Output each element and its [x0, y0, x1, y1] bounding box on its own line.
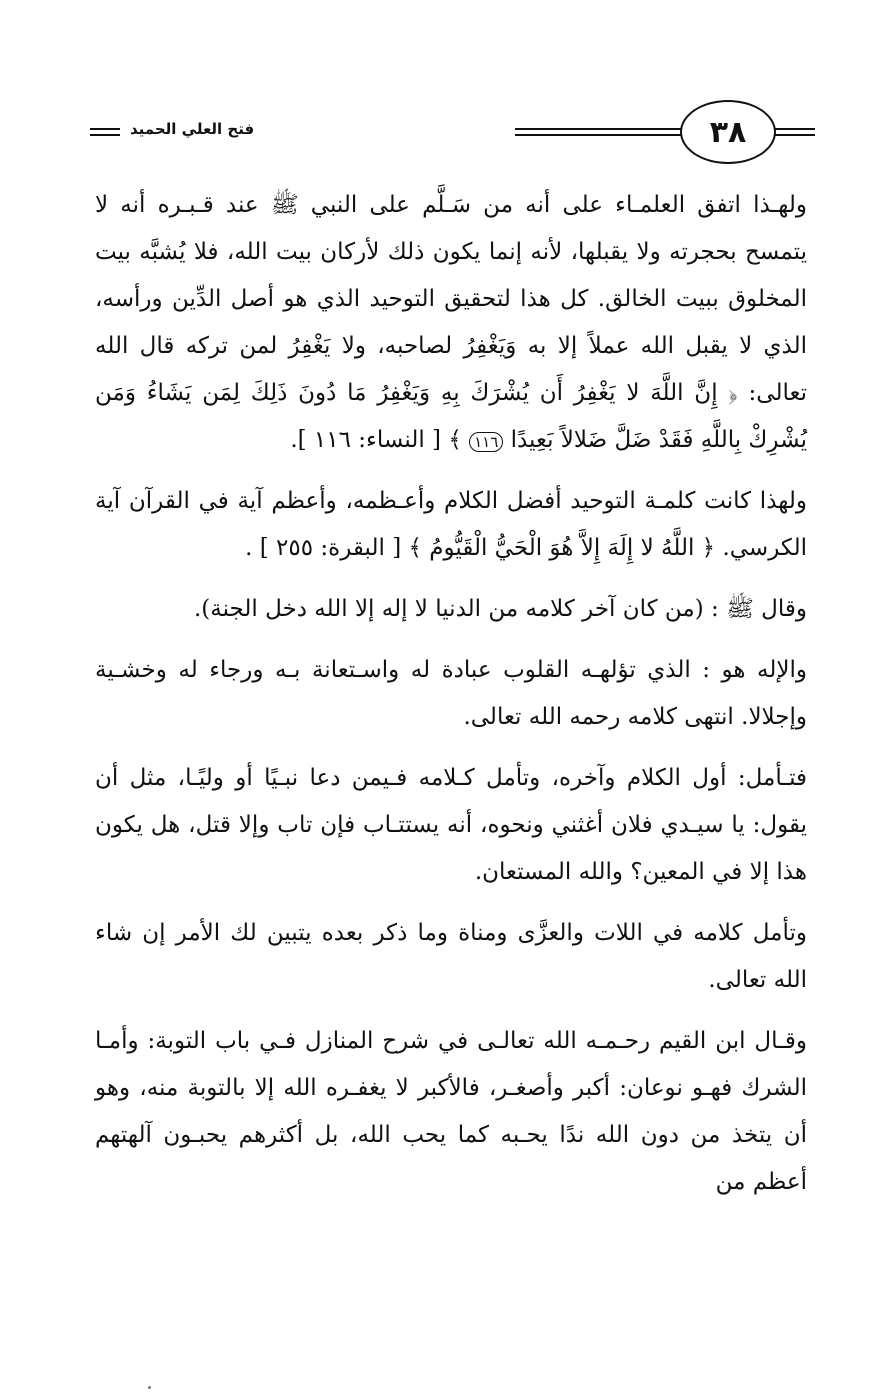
running-head-title: فتح العلي الحميد — [130, 120, 255, 138]
page-body — [95, 182, 807, 1206]
page-number: ٣٨ — [680, 100, 776, 164]
paragraph-2: ولهذا كانت كلمـة التوحيد أفضل الكلام وأعـظمه، وأعظم آية في القرآن آية الكرسي. ﴿ اللَّهُ لا إِلَهَ إِلاَّ هُوَ الْحَيُّ الْقَيُّومُ ﴾ [ البقرة: ٢٥٥ ] . — [95, 488, 807, 561]
ayah-number-marker: ١١٦ — [469, 432, 503, 452]
paragraph-6: وتأمل كلامه في اللات والعزَّى ومناة وما ذكر بعده يتبين لك الأمر إن شاء الله تعالى. — [95, 920, 807, 993]
paragraph-1 — [95, 182, 807, 464]
paragraph-4: والإله هو : الذي تؤلهـه القلوب عبادة له واسـتعانة بـه ورجاء له وخشـية وإجلالا. انتهى كلامه رحمه الله تعالى. — [95, 657, 807, 730]
page-header — [60, 100, 810, 164]
header-rule-left — [90, 128, 120, 136]
paragraph-7: وقـال ابن القيم رحـمـه الله تعالـى في شرح المنازل فـي باب التوبة: وأمـا الشرك فهـو نوعان: أكبر وأصغـر، فالأكبر لا يغفـره الله إلا بالتوبة منه، وهو أن يتخذ من دون الله ندًا يحـبه كما يحب الله، بل أكثرهم يحبـون آلهتهم أعظم من — [95, 1028, 807, 1195]
scan-speck — [148, 1386, 151, 1389]
paragraph-3: وقال ﷺ : (من كان آخر كلامه من الدنيا لا إله إلا الله دخل الجنة). — [193, 596, 807, 622]
paragraph-1-citation: ﴾ [ النساء: ١١٦ ]. — [290, 427, 462, 453]
paragraph-1-text: ولهـذا اتفق العلمـاء على أنه من سَـلَّم على النبي ﷺ عند قـبـره أنه لا يتمسح بحجرته ولا يقبلها، لأنه إنما يكون ذلك لأركان بيت الله، فلا يُشبَّه بيت المخلوق ببيت الخالق. كل هذا لتحقيق التوحيد الذي هو أصل الدِّين ورأسه، الذي لا يقبل الله عملاً إلا به وَيَغْفِرُ لصاحبه، ولا يَغْفِرُ لمن تركه قال الله تعالى: ﴿ إِنَّ اللَّهَ لا يَغْفِرُ أَن يُشْرَكَ بِهِ وَيَغْفِرُ مَا دُونَ ذَلِكَ لِمَن يَشَاءُ وَمَن يُشْرِكْ بِاللَّهِ فَقَدْ ضَلَّ ضَلالاً بَعِيدًا — [95, 192, 807, 453]
paragraph-5: فتـأمل: أول الكلام وآخره، وتأمل كـلامه فـيمن دعا نبـيًا أو وليًـا، مثل أن يقول: يا سيـدي فلان أغثني ونحوه، أنه يستتـاب فإن تاب وإلا قتل، هل يكون هذا إلا في المعين؟ والله المستعان. — [95, 765, 808, 885]
